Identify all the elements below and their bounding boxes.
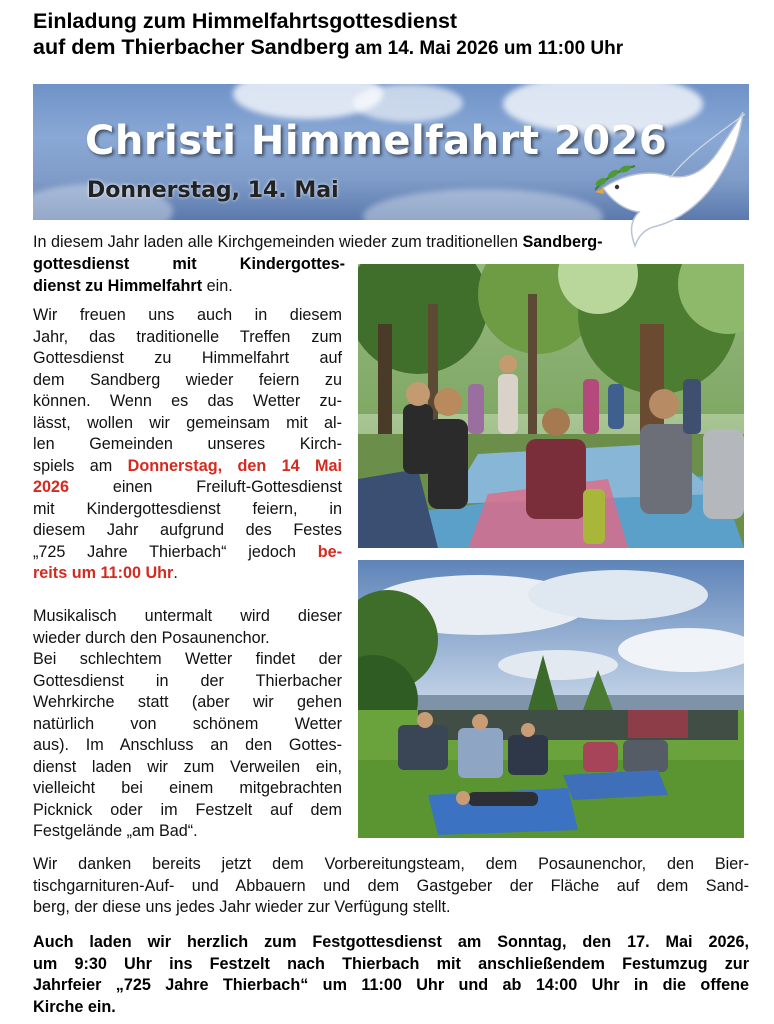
text-line: „725 Jahre Thierbach“ jedoch be- xyxy=(33,542,342,561)
banner-subtitle: Donnerstag, 14. Mai xyxy=(87,178,339,203)
text-line: tischgarnituren-Auf- und Abbauern und dem Gastgeber der Fläche auf dem Sand- xyxy=(33,876,749,895)
photo-outdoor-service xyxy=(358,560,744,838)
banner-title: Christi Himmelfahrt 2026 xyxy=(85,118,668,164)
text-line: Wir freuen uns auch in diesem xyxy=(33,306,342,324)
text-line: Festgelände „am Bad“. xyxy=(33,822,198,840)
intro-paragraph xyxy=(33,232,749,254)
text-line: Wir danken bereits jetzt dem Vorbereitungsteam, dem Posaunenchor, den Bier- xyxy=(33,855,749,873)
intro-paragraph-cont xyxy=(33,254,345,297)
intro-bold-1: Sandberg- xyxy=(522,233,603,251)
text-line: dem Sandberg wieder feiern zu xyxy=(33,370,342,389)
highlight-year: 2026 xyxy=(33,478,70,496)
highlight-time-2: reits um 11:00 Uhr xyxy=(33,564,174,582)
text-line: Kirche ein. xyxy=(33,997,116,1016)
intro-end: ein. xyxy=(202,276,233,295)
text-line: Gottesdienst in der Thierbacher xyxy=(33,671,342,690)
text-line: Jahrfeier „725 Jahre Thierbach“ um 11:00 Uhr und ab 14:00 Uhr in die offene xyxy=(33,976,749,994)
title-line-2 xyxy=(33,34,753,62)
text-line: 2026 einen Freiluft-Gottesdienst xyxy=(33,478,342,496)
text-line: um 9:30 Uhr ins Festzelt nach Thierbach mit anschließendem Festumzug zur xyxy=(33,954,749,973)
highlight-time-1: be- xyxy=(317,542,342,561)
text-line: dienst laden wir zum Verweilen ein, xyxy=(33,757,342,776)
paragraph-music xyxy=(33,606,342,843)
text-line: natürlich von schönem Wetter xyxy=(33,714,342,733)
highlight-date: Donnerstag, den 14 Mai xyxy=(127,456,342,475)
text-line: aus). Im Anschluss an den Gottes- xyxy=(33,736,342,754)
text-line: können. Wenn es das Wetter zu- xyxy=(33,392,342,410)
text-line: vielleicht bei einem mitgebrachten xyxy=(33,779,342,797)
text-line: lässt, wollen wir gemeinsam mit al- xyxy=(33,413,342,432)
paragraph-thanks xyxy=(33,854,749,919)
intro-bold-2: gottesdienst mit Kindergottes- xyxy=(33,255,345,273)
title-date-time: am 14. Mai 2026 um 11:00 Uhr xyxy=(349,38,624,59)
title-line-1: Einladung zum Himmelfahrtsgottesdienst xyxy=(33,9,458,33)
page-title xyxy=(33,8,753,62)
photo-children-circle xyxy=(358,264,744,548)
forest-scene-image xyxy=(358,264,744,548)
text-line: diesem Jahr aufgrund des Festes xyxy=(33,521,342,539)
paragraph-festival xyxy=(33,932,749,1018)
text-line: spiels am Donnerstag, den 14 Mai xyxy=(33,456,342,475)
text-line: reits um 11:00 Uhr. xyxy=(33,564,178,582)
text-line: mit Kindergottesdienst feiern, in xyxy=(33,499,342,518)
intro-bold-3: dienst zu Himmelfahrt xyxy=(33,276,203,295)
intro-text: In diesem Jahr laden alle Kirchgemeinden wieder zum traditionellen xyxy=(33,233,523,251)
text-line: Auch laden wir herzlich zum Festgottesdienst am Sonntag, den 17. Mai 2026, xyxy=(33,933,749,951)
text-line: wieder durch den Posaunenchor. xyxy=(33,628,270,647)
text-line: len Gemeinden unseres Kirch- xyxy=(33,435,342,453)
title-location: auf dem Thierbacher Sandberg xyxy=(33,35,350,59)
text-line: Musikalisch untermalt wird dieser xyxy=(33,607,342,625)
text-line: Bei schlechtem Wetter findet der xyxy=(33,650,342,668)
outdoor-service-image xyxy=(358,560,744,838)
text-line: berg, der diese uns jedes Jahr wieder zur Verfügung stellt. xyxy=(33,898,451,916)
text-line: Picknick oder im Festzelt auf dem xyxy=(33,800,342,819)
text-line: Wehrkirche statt (aber wir gehen xyxy=(33,693,342,711)
text-line: Jahr, das traditionelle Treffen zum xyxy=(33,327,342,346)
text-line: Gottesdienst zu Himmelfahrt auf xyxy=(33,349,342,367)
paragraph-invitation xyxy=(33,305,342,585)
